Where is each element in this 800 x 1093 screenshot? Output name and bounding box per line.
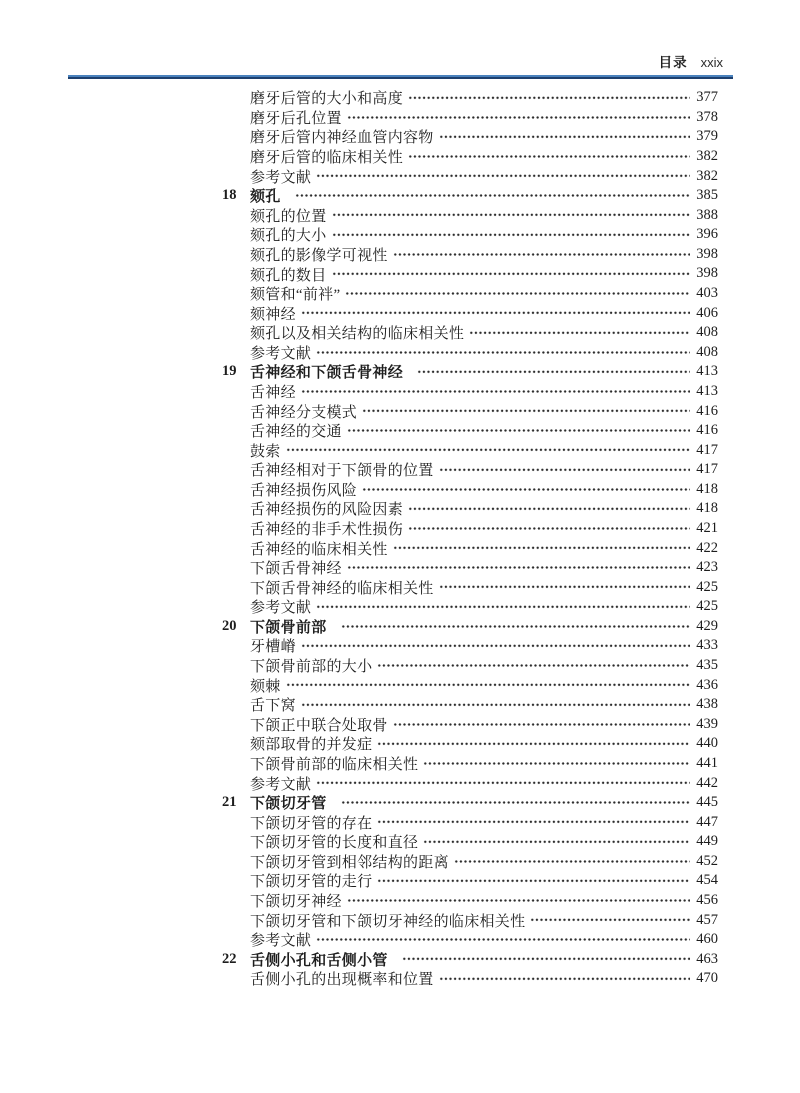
dot-leader: [402, 949, 690, 969]
dot-leader: [301, 382, 690, 402]
dot-leader: [345, 284, 690, 304]
dot-leader: [341, 793, 690, 813]
dot-leader: [417, 362, 690, 382]
toc-page-number: 447: [696, 813, 718, 830]
toc-row: [222, 949, 718, 969]
toc-entry-title: 舌神经的非手术性损伤: [250, 522, 404, 539]
toc-page-number: 382: [696, 148, 718, 165]
toc-row: [222, 499, 718, 519]
toc-page-number: 460: [696, 931, 718, 948]
toc-page-number: 417: [696, 441, 718, 458]
toc-page-number: 429: [696, 617, 718, 634]
dot-leader: [393, 245, 690, 265]
toc-entry-title: 舌侧小孔的出现概率和位置: [250, 972, 434, 989]
toc-row: [222, 754, 718, 774]
toc-page-number: 408: [696, 343, 718, 360]
dot-leader: [295, 186, 690, 206]
toc-row: [222, 440, 718, 460]
toc-page-number: 457: [696, 911, 718, 928]
toc-row: [222, 793, 718, 813]
toc-page-number: 423: [696, 559, 718, 576]
toc-row: [222, 695, 718, 715]
toc-page-number: 438: [696, 696, 718, 713]
header-page-number: xxix: [700, 55, 723, 70]
toc-entry-title: 参考文献: [250, 933, 312, 950]
toc-entry-title: 下颌骨前部的临床相关性: [250, 756, 419, 773]
toc-entry-title: 舌下窝: [250, 698, 296, 715]
dot-leader: [393, 715, 690, 735]
toc-row: [222, 401, 718, 421]
dot-leader: [423, 832, 690, 852]
toc-entry-title: 舌神经分支模式: [250, 404, 358, 421]
toc-entry-title: 参考文献: [250, 345, 312, 362]
dot-leader: [316, 930, 690, 950]
toc-entry-title: 参考文献: [250, 776, 312, 793]
dot-leader: [301, 303, 690, 323]
toc-entry-title: 下颌骨前部: [250, 619, 327, 636]
toc-row: [222, 264, 718, 284]
toc-page-number: 417: [696, 461, 718, 478]
toc-row: [222, 597, 718, 617]
toc-entry-title: 下颌切牙管的长度和直径: [250, 835, 419, 852]
toc-page-number: 408: [696, 324, 718, 341]
header-rule-divider: [68, 75, 733, 79]
toc-row: [222, 127, 718, 147]
toc-page-number: 422: [696, 539, 718, 556]
dot-leader: [454, 852, 690, 872]
dot-leader: [347, 108, 690, 128]
toc-row: [222, 636, 718, 656]
toc-entry-title: 下颌骨前部的大小: [250, 659, 373, 676]
toc-page-number: 413: [696, 382, 718, 399]
toc-entry-title: 颏部取骨的并发症: [250, 737, 373, 754]
toc-page-number: 406: [696, 304, 718, 321]
toc-row: [222, 617, 718, 637]
toc-entry-title: 颏管和“前袢”: [250, 287, 341, 304]
toc-entry-title: 舌神经相对于下颌骨的位置: [250, 463, 434, 480]
toc-row: [222, 538, 718, 558]
toc-entry-title: 颏孔的位置: [250, 208, 327, 225]
toc-entry-title: 下颌切牙管的走行: [250, 874, 373, 891]
toc-row: [222, 930, 718, 950]
dot-leader: [341, 617, 690, 637]
toc-entry-title: 颏孔以及相关结构的临床相关性: [250, 326, 465, 343]
toc-entry-title: 颏孔的影像学可视性: [250, 247, 388, 264]
toc-entry-title: 舌神经的交通: [250, 424, 342, 441]
toc-row: [222, 852, 718, 872]
dot-leader: [377, 656, 690, 676]
dot-leader: [362, 401, 690, 421]
toc-row: [222, 147, 718, 167]
toc-row: [222, 891, 718, 911]
dot-leader: [347, 421, 690, 441]
toc-row: [222, 812, 718, 832]
dot-leader: [439, 460, 690, 480]
toc-page-number: 416: [696, 402, 718, 419]
dot-leader: [286, 675, 690, 695]
dot-leader: [408, 499, 690, 519]
dot-leader: [347, 558, 690, 578]
toc-entry-title: 舌神经的临床相关性: [250, 541, 388, 558]
toc-page-number: 398: [696, 265, 718, 282]
dot-leader: [316, 343, 690, 363]
toc-entry-title: 下颌切牙管的存在: [250, 815, 373, 832]
dot-leader: [377, 812, 690, 832]
toc-page-number: 442: [696, 774, 718, 791]
toc-entry-title: 参考文献: [250, 600, 312, 617]
toc-row: [222, 871, 718, 891]
toc-page-number: 378: [696, 108, 718, 125]
dot-leader: [316, 773, 690, 793]
toc-page-number: 413: [696, 363, 718, 380]
toc-page-number: 433: [696, 637, 718, 654]
dot-leader: [393, 538, 690, 558]
toc-entry-title: 牙槽嵴: [250, 639, 296, 656]
toc-entry-title: 下颌切牙神经: [250, 894, 342, 910]
toc-entry-title: 下颌正中联合处取骨: [250, 717, 388, 734]
toc-entry-title: 颏孔的数目: [250, 267, 327, 284]
toc-page-number: 379: [696, 128, 718, 145]
toc-row: [222, 480, 718, 500]
dot-leader: [316, 597, 690, 617]
toc-chapter-number: 19: [222, 363, 237, 380]
dot-leader: [408, 88, 690, 108]
toc-row: [222, 323, 718, 343]
toc-row: [222, 969, 718, 989]
dot-leader: [439, 577, 690, 597]
dot-leader: [439, 127, 690, 147]
dot-leader: [408, 519, 690, 539]
toc-entry-title: 颏棘: [250, 678, 281, 695]
toc-row: [222, 186, 718, 206]
toc-page-number: 377: [696, 89, 718, 106]
toc-entry-title: 磨牙后管内神经血管内容物: [250, 130, 434, 147]
dot-leader: [332, 264, 690, 284]
toc-row: [222, 715, 718, 735]
toc-row: [222, 832, 718, 852]
toc-page-number: 425: [696, 578, 718, 595]
dot-leader: [347, 891, 690, 911]
toc-chapter-number: 20: [222, 617, 237, 634]
toc-page-number: 449: [696, 833, 718, 850]
toc-entry-title: 下颌舌骨神经的临床相关性: [250, 580, 434, 597]
toc-entry-title: 舌神经: [250, 384, 296, 401]
toc-entry-title: 下颌切牙管到相邻结构的距离: [250, 854, 449, 871]
toc-page-number: 470: [696, 970, 718, 987]
toc-page-number: 425: [696, 598, 718, 615]
toc-entry-title: 鼓索: [250, 443, 281, 460]
toc-row: [222, 675, 718, 695]
toc-chapter-number: 21: [222, 794, 237, 811]
toc-row: [222, 519, 718, 539]
toc-row: [222, 303, 718, 323]
toc-page-number: 456: [696, 891, 718, 908]
toc-chapter-number: 22: [222, 950, 237, 967]
toc-page-number: 416: [696, 422, 718, 439]
dot-leader: [301, 695, 690, 715]
dot-leader: [408, 147, 690, 167]
dot-leader: [301, 636, 690, 656]
toc-page-number: 403: [696, 285, 718, 302]
toc-entry-title: 舌神经损伤风险: [250, 482, 358, 499]
dot-leader: [530, 910, 690, 930]
toc-page-number: 436: [696, 676, 718, 693]
dot-leader: [423, 754, 690, 774]
toc-row: [222, 421, 718, 441]
toc-page-number: 435: [696, 657, 718, 674]
toc-row: [222, 245, 718, 265]
toc-entry-title: 参考文献: [250, 169, 312, 186]
toc-row: [222, 284, 718, 304]
toc-row: [222, 577, 718, 597]
dot-leader: [286, 440, 690, 460]
page-header: [68, 54, 723, 72]
toc-page-number: 382: [696, 167, 718, 184]
dot-leader: [377, 734, 690, 754]
toc-row: [222, 382, 718, 402]
toc-row: [222, 225, 718, 245]
toc-page-number: 463: [696, 950, 718, 967]
toc-row: [222, 656, 718, 676]
dot-leader: [439, 969, 690, 989]
toc-row: [222, 734, 718, 754]
toc-row: [222, 773, 718, 793]
toc-page-number: 441: [696, 754, 718, 771]
dot-leader: [469, 323, 690, 343]
toc-entry-title: 舌神经和下颌舌骨神经: [250, 365, 404, 382]
toc-row: [222, 108, 718, 128]
toc-row: [222, 910, 718, 930]
toc-entry-title: 颏孔的大小: [250, 228, 327, 245]
toc-page-number: 439: [696, 715, 718, 732]
toc-page-number: 418: [696, 500, 718, 517]
toc-entry-title: 下颌舌骨神经: [250, 561, 342, 578]
dot-leader: [332, 225, 690, 245]
toc-page-number: 398: [696, 245, 718, 262]
toc-row: [222, 362, 718, 382]
toc-entry-title: 颏孔: [250, 189, 281, 206]
toc-entry-title: 下颌切牙管和下颌切牙神经的临床相关性: [250, 913, 526, 930]
toc-entry-title: 舌侧小孔和舌侧小管: [250, 952, 388, 969]
toc-entry-title: 舌神经损伤的风险因素: [250, 502, 404, 519]
toc-chapter-number: 18: [222, 187, 237, 204]
dot-leader: [362, 480, 690, 500]
toc-page-number: 440: [696, 735, 718, 752]
toc-page-number: 385: [696, 187, 718, 204]
toc-row: [222, 88, 718, 108]
toc-page-number: 388: [696, 206, 718, 223]
toc-list: [222, 88, 718, 989]
dot-leader: [332, 205, 690, 225]
toc-entry-title: 磨牙后管的临床相关性: [250, 150, 404, 167]
toc-row: [222, 460, 718, 480]
toc-row: [222, 558, 718, 578]
dot-leader: [316, 166, 690, 186]
dot-leader: [377, 871, 690, 891]
toc-page-number: 421: [696, 520, 718, 536]
toc-row: [222, 166, 718, 186]
toc-entry-title: 下颌切牙管: [250, 796, 327, 813]
toc-page-number: 445: [696, 794, 718, 811]
toc-page-number: 418: [696, 480, 718, 497]
header-title: 目录: [658, 55, 688, 70]
toc-entry-title: 磨牙后管的大小和高度: [250, 91, 404, 108]
toc-page-number: 396: [696, 226, 718, 243]
toc-page-number: 452: [696, 852, 718, 869]
toc-row: [222, 205, 718, 225]
toc-entry-title: 颏神经: [250, 306, 296, 323]
toc-entry-title: 磨牙后孔位置: [250, 110, 342, 127]
toc-page-number: 454: [696, 872, 718, 889]
toc-row: [222, 343, 718, 363]
